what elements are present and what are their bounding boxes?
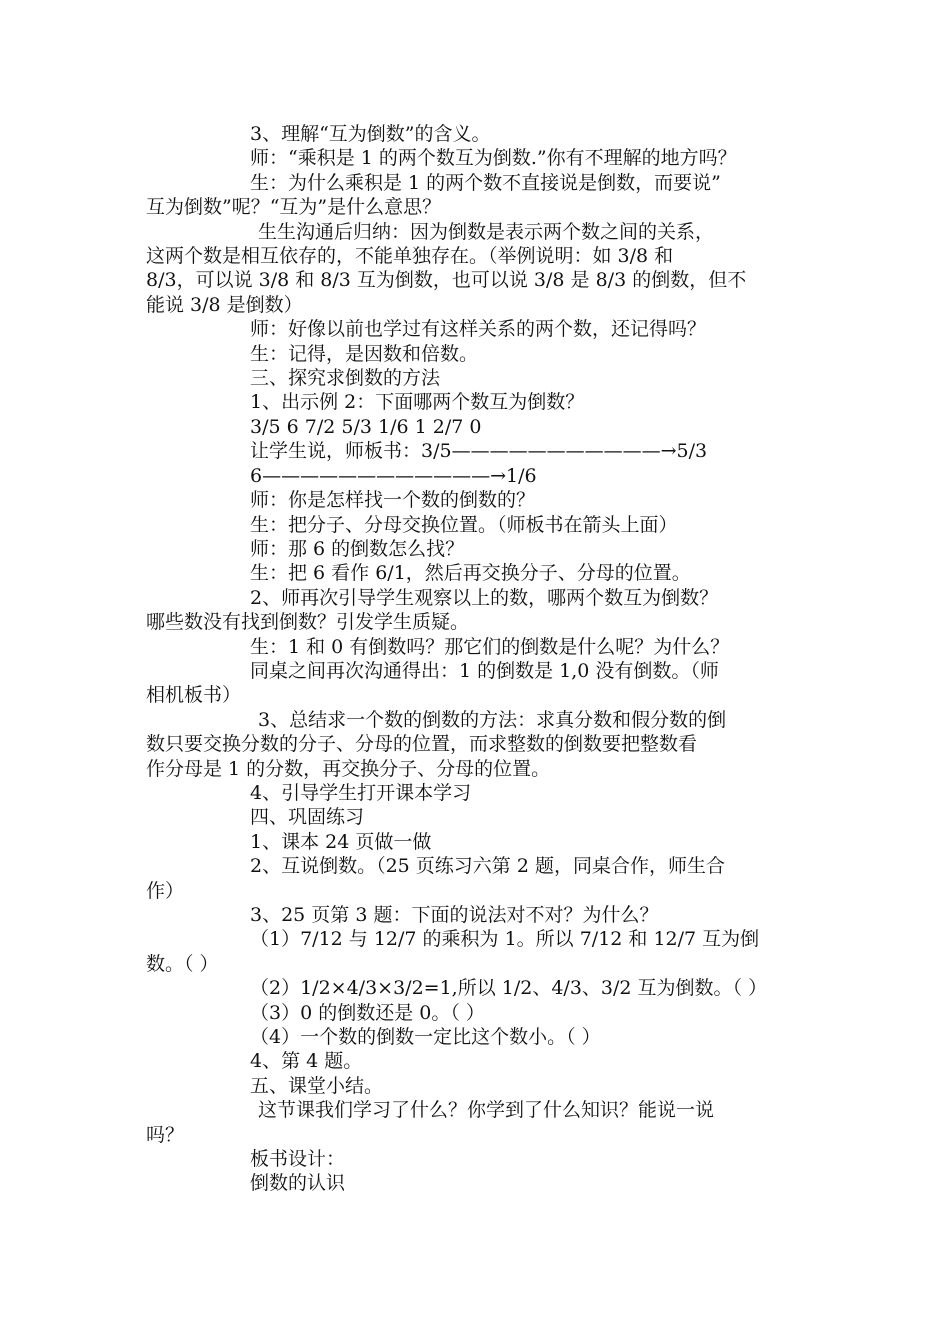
text-line: 生：把 6 看作 6/1，然后再交换分子、分母的位置。 [250,562,691,585]
text-line: 倒数的认识 [250,1172,346,1195]
text-line: 3、25 页第 3 题：下面的说法对不对？为什么？ [250,904,659,926]
text-line: 2、互说倒数。（25 页练习六第 2 题，同桌合作，师生合 [250,855,725,878]
document-body [146,122,809,1196]
text-line: 生：1 和 0 有倒数吗？那它们的倒数是什么呢？为什么？ [250,635,730,658]
text-line: 师：“乘积是 1 的两个数互为倒数.”你有不理解的地方吗？ [250,147,737,170]
text-line: 师：你是怎样找一个数的倒数的？ [250,489,536,512]
text-line: 生生沟通后归纳：因为倒数是表示两个数之间的关系， [258,220,715,243]
text-line: （1）7/12 与 12/7 的乘积为 1。所以 7/12 和 12/7 互为倒 [250,928,760,951]
text-line: 能说 3/8 是倒数） [146,293,303,316]
text-line: 三、探究求倒数的方法 [250,367,441,390]
text-line: 生：为什么乘积是 1 的两个数不直接说是倒数，而要说” [250,171,721,194]
text-line: 4、引导学生打开课本学习 [250,781,472,804]
text-line: 这节课我们学习了什么？你学到了什么知识？能说一说 [258,1099,715,1122]
text-line: 生：把分子、分母交换位置。（师板书在箭头上面） [250,513,678,536]
text-line: 4、第 4 题。 [250,1050,363,1073]
text-line: （2）1/2×4/3×3/2=1,所以 1/2、4/3、3/2 互为倒数。（ ） [250,977,768,1000]
text-line: 相机板书） [146,684,242,707]
text-line: 互为倒数”呢？“互为”是什么意思？ [146,196,442,219]
text-line: 2、师再次引导学生观察以上的数，哪两个数互为倒数？ [250,586,719,609]
text-line: 数只要交换分数的分子、分母的位置，而求整数的倒数要把整数看 [146,733,698,756]
text-line: 3、理解“互为倒数”的含义。 [250,123,491,145]
text-line: 3、总结求一个数的倒数的方法：求真分数和假分数的倒 [258,708,727,731]
text-line: 哪些数没有找到倒数？引发学生质疑。 [146,611,470,634]
text-line: 生：记得，是因数和倍数。 [250,342,479,365]
text-line: 1、出示例 2：下面哪两个数互为倒数？ [250,391,585,414]
text-line: 板书设计： [250,1148,346,1171]
text-line: （3）0 的倒数还是 0。（ ） [250,1001,485,1024]
text-line: 吗？ [146,1123,185,1146]
text-line: 五、课堂小结。 [250,1074,384,1097]
text-line: 8/3，可以说 3/8 和 8/3 互为倒数，也可以说 3/8 是 8/3 的倒数，但不 [146,269,747,292]
text-line: 数。（ ） [146,952,219,975]
text-line: 同桌之间再次沟通得出：1 的倒数是 1,0 没有倒数。（师 [250,659,719,682]
text-line: 作分母是 1 的分数，再交换分子、分母的位置。 [146,757,551,780]
text-line: 6————————————→1/6 [250,464,537,487]
text-line: 师：好像以前也学过有这样关系的两个数，还记得吗？ [250,318,707,341]
text-line: （4）一个数的倒数一定比这个数小。（ ） [250,1026,601,1049]
text-line: 这两个数是相互依存的，不能单独存在。（举例说明：如 3/8 和 [146,245,674,268]
text-line: 四、巩固练习 [250,806,365,829]
text-line: 让学生说，师板书：3/5———————————→5/3 [250,440,708,463]
text-line: 1、课本 24 页做一做 [250,830,432,853]
text-line: 作） [146,879,185,902]
text-line: 师：那 6 的倒数怎么找？ [250,537,465,560]
text-line: 3/5 6 7/2 5/3 1/6 1 2/7 0 [250,415,482,438]
